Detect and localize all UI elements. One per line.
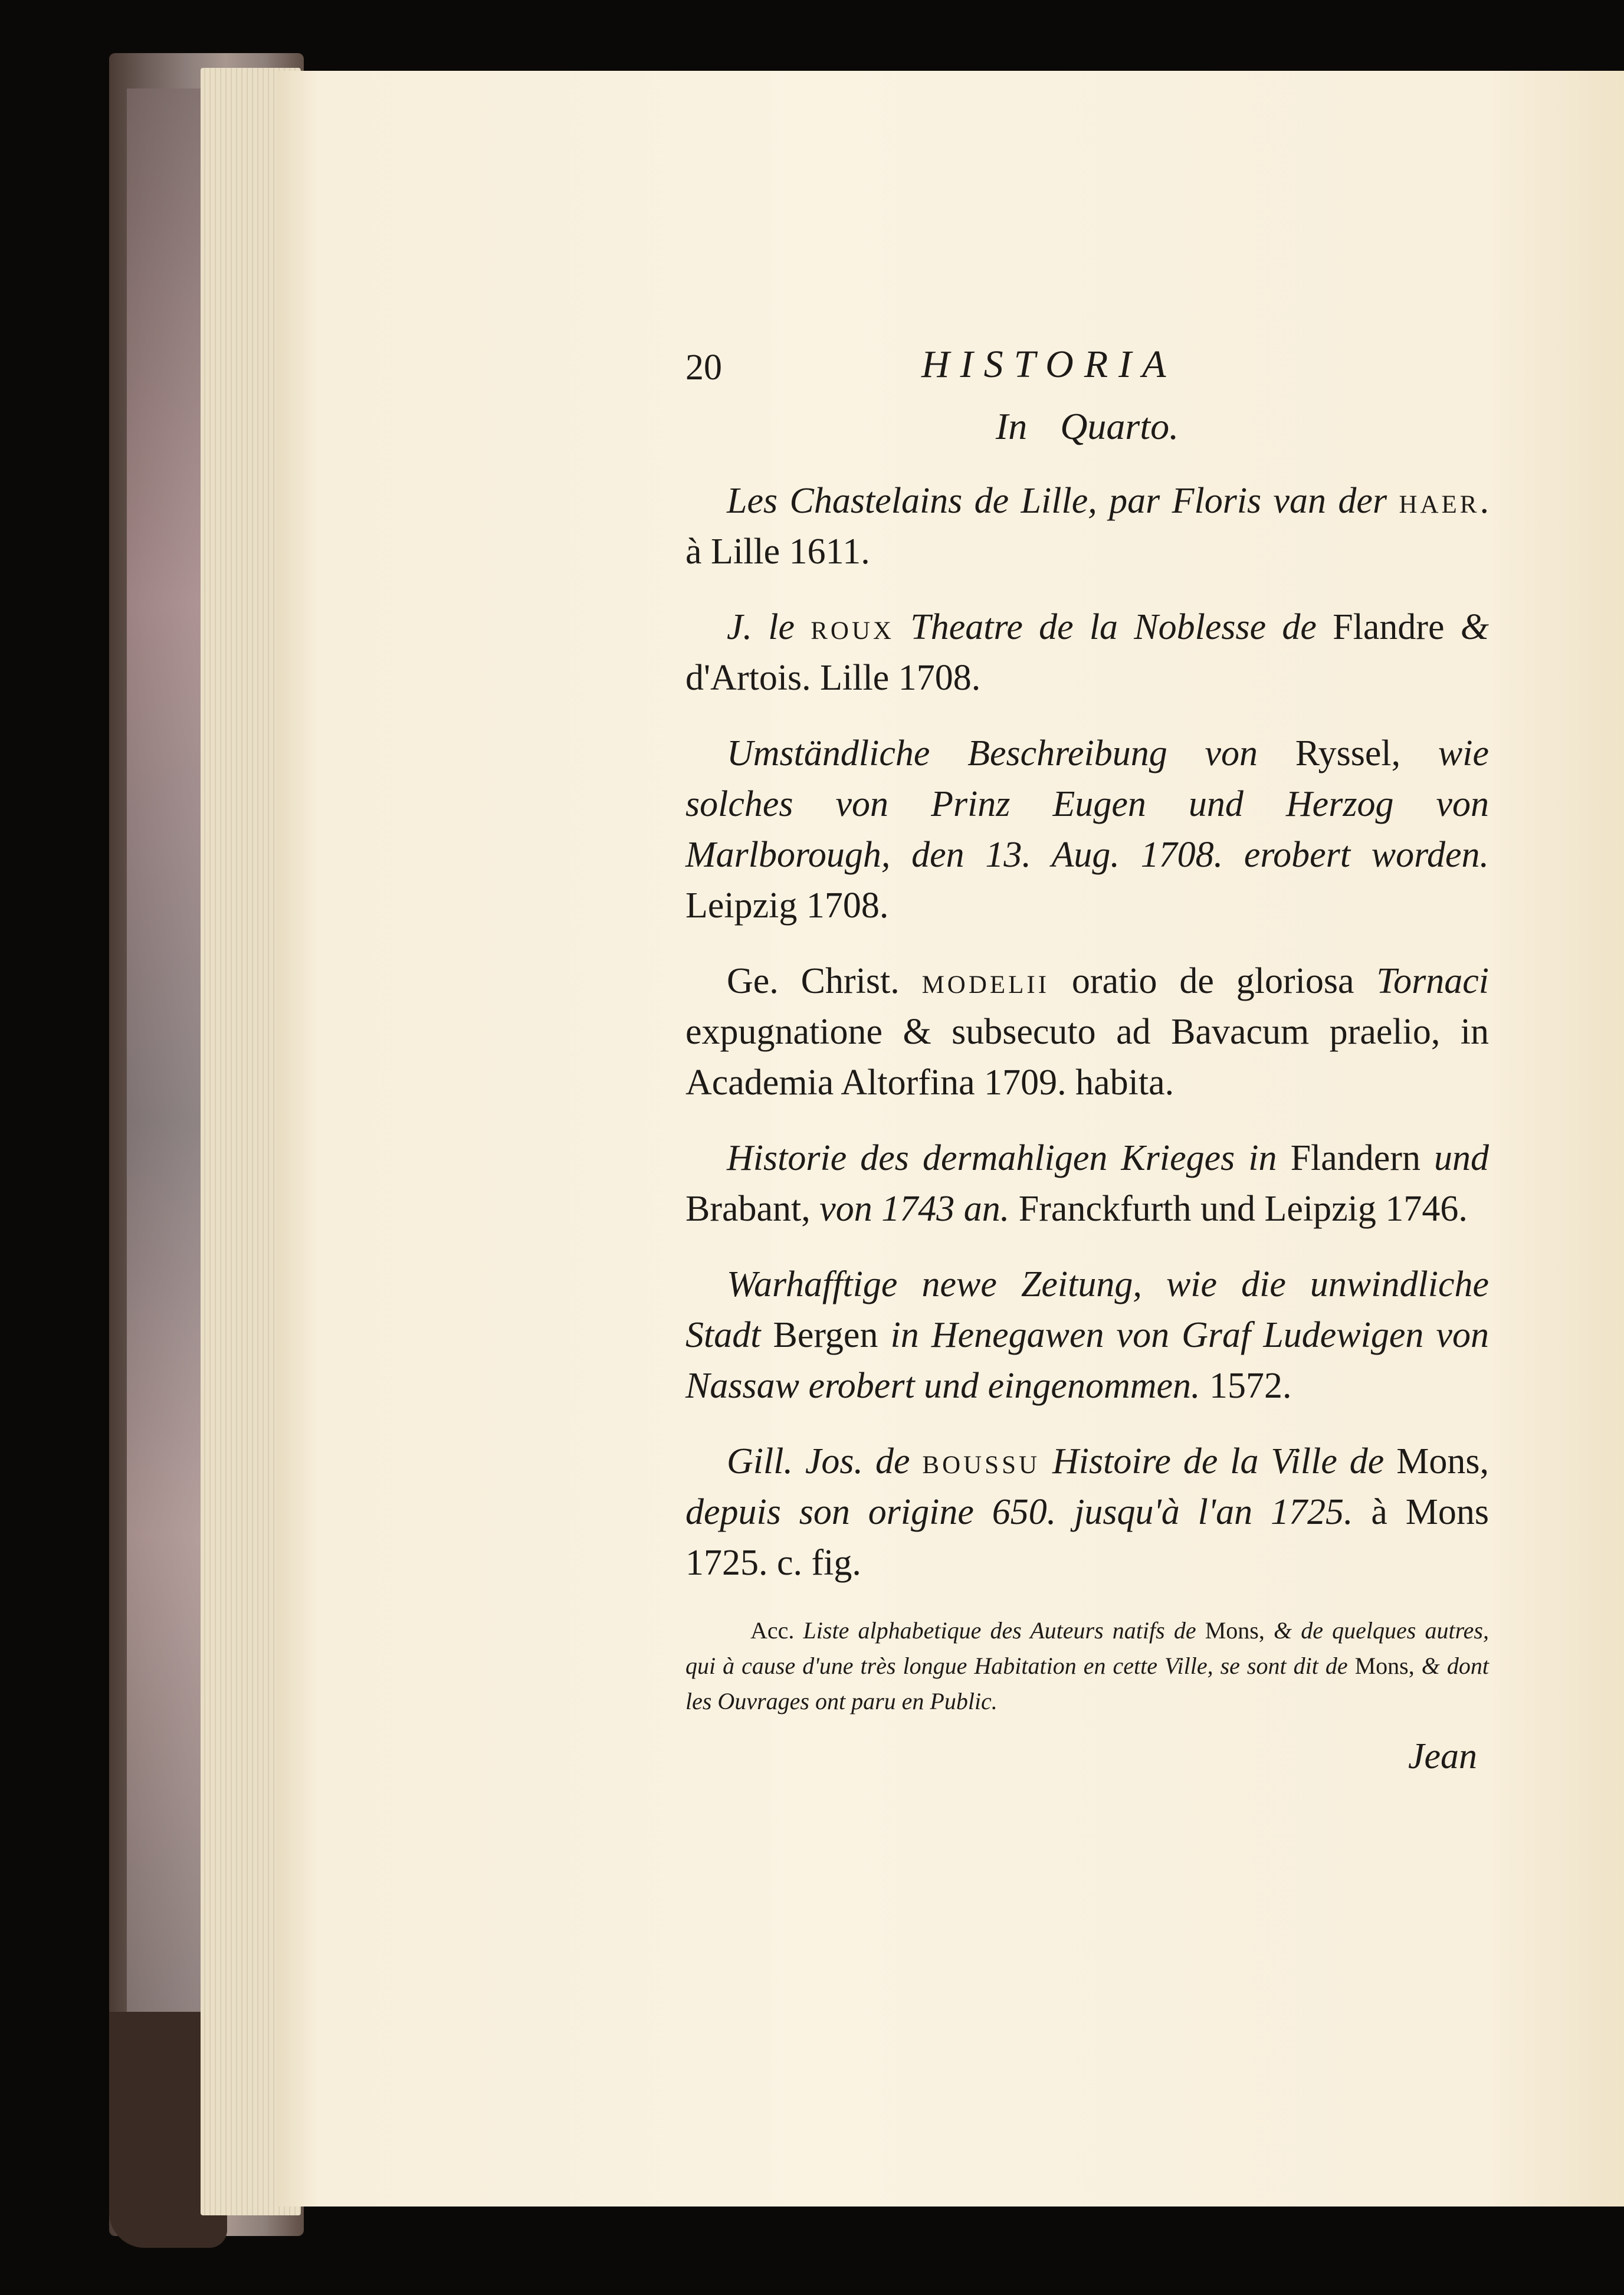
roman-text: Ge. Christ. [727,961,922,1001]
author-name: boussu [922,1441,1041,1481]
italic-text: Les Chastelains de Lille, par Floris van der [727,481,1399,521]
italic-text: von 1743 an. [819,1189,1010,1229]
italic-text: Theatre de la Noblesse de [894,607,1333,647]
section-title: In Quarto. [995,405,1179,447]
italic-text: Gill. Jos. de [727,1441,923,1481]
italic-text: Umständliche Beschreibung von [727,733,1295,773]
accompanying-note [685,1613,1489,1719]
catchword: Jean [1408,1736,1477,1776]
page-number: 20 [685,347,722,388]
bibliography-entry [685,1436,1489,1588]
italic-text: & de quelques autres, qui à cause d'une très longue Habitation en cette Ville, se sont dit de [685,1617,1489,1679]
roman-text: d'Artois. Lille 1708. [685,658,981,698]
marbled-cover-paper [127,88,204,2153]
roman-text: Acc. [750,1617,803,1644]
roman-text: Ryssel, [1295,733,1438,773]
author-name: roux [811,607,895,647]
roman-text: Mons, [1205,1617,1274,1644]
roman-text: Mons, [1354,1653,1422,1679]
roman-text: Flandre [1333,607,1461,647]
roman-text: Franckfurth und Leipzig 1746. [1009,1189,1468,1229]
roman-text: à Mons 1725. c. fig. [685,1492,1489,1583]
page-header [685,342,1489,401]
bibliography-entry [685,602,1489,703]
italic-text: wie solches von Prinz Eugen und Herzog von Marlborough, den 13. Aug. 1708. erobert worden. [685,733,1489,875]
italic-text: & dont les Ouvrages ont paru en Public. [685,1653,1490,1714]
running-head: HISTORIA [921,343,1177,386]
roman-text: Leipzig 1708. [685,886,889,926]
roman-text: . à Lille 1611. [685,481,1489,572]
italic-text: Histoire de la Ville de [1040,1441,1397,1481]
entry-list [685,476,1489,1588]
page-content [685,342,1489,1782]
roman-text: oratio de gloriosa [1049,961,1377,1001]
roman-text: expugnatione & subsecuto ad Bavacum praelio, in Academia Altorfina 1709. habita. [685,1012,1489,1103]
italic-text: J. le [727,607,811,647]
italic-text: Historie des dermahligen Krieges in [727,1138,1291,1178]
bibliography-entry [685,1133,1489,1234]
roman-text: Mons, [1396,1441,1490,1481]
italic-text: & [1460,607,1489,647]
roman-text: Bergen [773,1315,891,1355]
bibliography-entry [685,1259,1489,1411]
bibliography-entry [685,476,1489,577]
italic-text: depuis son origine 650. jusqu'à l'an 1725. [685,1492,1353,1532]
italic-text: in Henegawen von Graf Ludewigen von Nassaw erobert und eingenommen. [685,1315,1490,1406]
roman-text: 1572. [1200,1366,1292,1406]
italic-text: und [1434,1138,1489,1178]
author-name: modelii [921,961,1050,1001]
roman-text: Flandern [1290,1138,1434,1178]
bibliography-entry [685,728,1489,931]
bibliography-entry [685,956,1489,1108]
italic-text: Warhafftige newe Zeitung, wie die unwindliche Stadt [685,1264,1489,1355]
italic-text: Liste alphabetique des Auteurs natifs de [803,1617,1205,1644]
author-name: haer [1399,481,1480,521]
italic-text: Tornaci [1376,961,1489,1001]
roman-text: Brabant, [685,1189,820,1229]
